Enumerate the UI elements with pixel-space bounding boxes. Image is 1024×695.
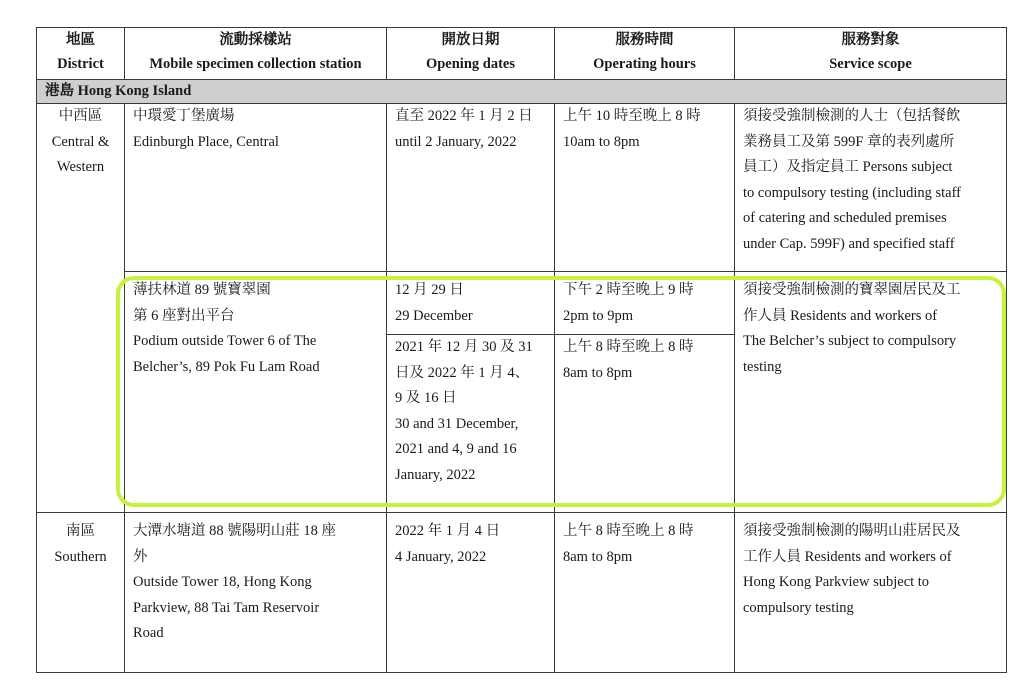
cell-text-line: 須接受強制檢測的人士（包括餐飲 <box>743 108 961 124</box>
cell-text-line: 須接受強制檢測的陽明山莊居民及 <box>743 523 961 539</box>
cell-text-line: Southern <box>54 548 107 565</box>
cell-text-line: 2021 and 4, 9 and 16 <box>395 441 517 457</box>
cell-text-line: 2022 年 1 月 4 日 <box>395 523 501 539</box>
cell-text-line: January, 2022 <box>395 466 476 483</box>
cell-text-line: 薄扶林道 89 號寶翠園 <box>133 282 271 298</box>
table-row <box>37 513 1007 673</box>
dates-cell <box>387 104 555 272</box>
cell-text-line: Outside Tower 18, Hong Kong <box>133 574 312 590</box>
cell-text-line: 工作人員 Residents and workers of <box>743 548 952 565</box>
cell-text-line: 上午 8 時至晚上 8 時 <box>563 523 694 539</box>
header-scope: 服務對象 Service scope <box>735 28 1007 80</box>
table-row <box>37 104 1007 272</box>
cell-text-line: Central & <box>51 133 110 150</box>
cell-text-line: Road <box>133 625 164 641</box>
cell-text-line: testing <box>743 358 782 375</box>
cell-text-line: 南區 <box>66 523 95 539</box>
cell-text-line: under Cap. 599F) and specified staff <box>743 235 955 252</box>
cell-text-line: 直至 2022 年 1 月 2 日 <box>395 108 533 124</box>
cell-text-line: 須接受強制檢測的寶翠園居民及工 <box>743 282 961 298</box>
hours-cell <box>555 335 735 513</box>
dates-cell <box>387 335 555 513</box>
cell-text-line: Podium outside Tower 6 of The <box>133 333 317 349</box>
header-district: 地區 District <box>37 28 125 80</box>
cell-text-line: 業務員工及第 599F 章的表列處所 <box>743 133 955 150</box>
cell-text-line: The Belcher’s subject to compulsory <box>743 333 957 349</box>
district-cell <box>37 104 125 513</box>
header-dates: 開放日期 Opening dates <box>387 28 555 80</box>
cell-text-line: 上午 8 時至晚上 8 時 <box>563 339 694 355</box>
cell-text-line: compulsory testing <box>743 599 854 616</box>
cell-text-line: 2pm to 9pm <box>563 307 634 324</box>
cell-text-line: 12 月 29 日 <box>395 282 464 298</box>
cell-text-line: 8am to 8pm <box>563 364 633 381</box>
cell-text-line: 下午 2 時至晚上 9 時 <box>563 282 694 298</box>
cell-text-line: 大潭水塘道 88 號陽明山莊 18 座 <box>133 523 336 539</box>
dates-cell <box>387 272 555 335</box>
region-row <box>37 80 1007 104</box>
cell-text-line: 2021 年 12 月 30 及 31 <box>395 339 533 355</box>
cell-text-line: 員工）及指定員工 Persons subject <box>743 159 953 175</box>
cell-text-line: 第 6 座對出平台 <box>133 307 235 324</box>
cell-text-line: 9 及 16 日 <box>395 390 457 406</box>
header-station: 流動採樣站 Mobile specimen collection station <box>125 28 387 80</box>
cell-text-line: Western <box>56 159 105 175</box>
station-cell <box>125 104 387 272</box>
cell-text-line: Parkview, 88 Tai Tam Reservoir <box>133 599 320 616</box>
cell-text-line: 上午 10 時至晚上 8 時 <box>563 108 701 124</box>
station-cell <box>125 513 387 673</box>
cell-text-line: of catering and scheduled premises <box>743 210 947 226</box>
header-hours: 服務時間 Operating hours <box>555 28 735 80</box>
cell-text-line: Edinburgh Place, Central <box>133 133 279 150</box>
cell-text-line: 4 January, 2022 <box>395 548 487 565</box>
cell-text-line: 日及 2022 年 1 月 4、 <box>395 364 530 381</box>
cell-text-line: to compulsory testing (including staff <box>743 184 962 201</box>
hours-cell <box>555 272 735 335</box>
scope-cell <box>735 513 1007 673</box>
cell-text-line: 中西區 <box>58 108 103 124</box>
region-label: 港島 Hong Kong Island <box>37 80 1007 104</box>
table-row <box>37 272 1007 335</box>
cell-text-line: until 2 January, 2022 <box>395 133 517 150</box>
cell-text-line: Belcher’s, 89 Pok Fu Lam Road <box>133 358 320 375</box>
cell-text-line: 作人員 Residents and workers of <box>743 307 938 324</box>
cell-text-line: 外 <box>133 548 148 565</box>
cell-text-line: 中環愛丁堡廣場 <box>133 108 235 124</box>
cell-text-line: 8am to 8pm <box>563 548 633 565</box>
cell-text-line: 30 and 31 December, <box>395 415 519 432</box>
header-row <box>37 28 1007 80</box>
scope-cell <box>735 104 1007 272</box>
hours-cell <box>555 104 735 272</box>
cell-text-line: 10am to 8pm <box>563 133 640 150</box>
hours-cell <box>555 513 735 673</box>
testing-station-table <box>36 27 1007 673</box>
cell-text-line: 29 December <box>395 307 473 324</box>
station-cell <box>125 272 387 513</box>
scope-cell <box>735 272 1007 513</box>
dates-cell <box>387 513 555 673</box>
cell-text-line: Hong Kong Parkview subject to <box>743 574 930 590</box>
district-cell <box>37 513 125 673</box>
